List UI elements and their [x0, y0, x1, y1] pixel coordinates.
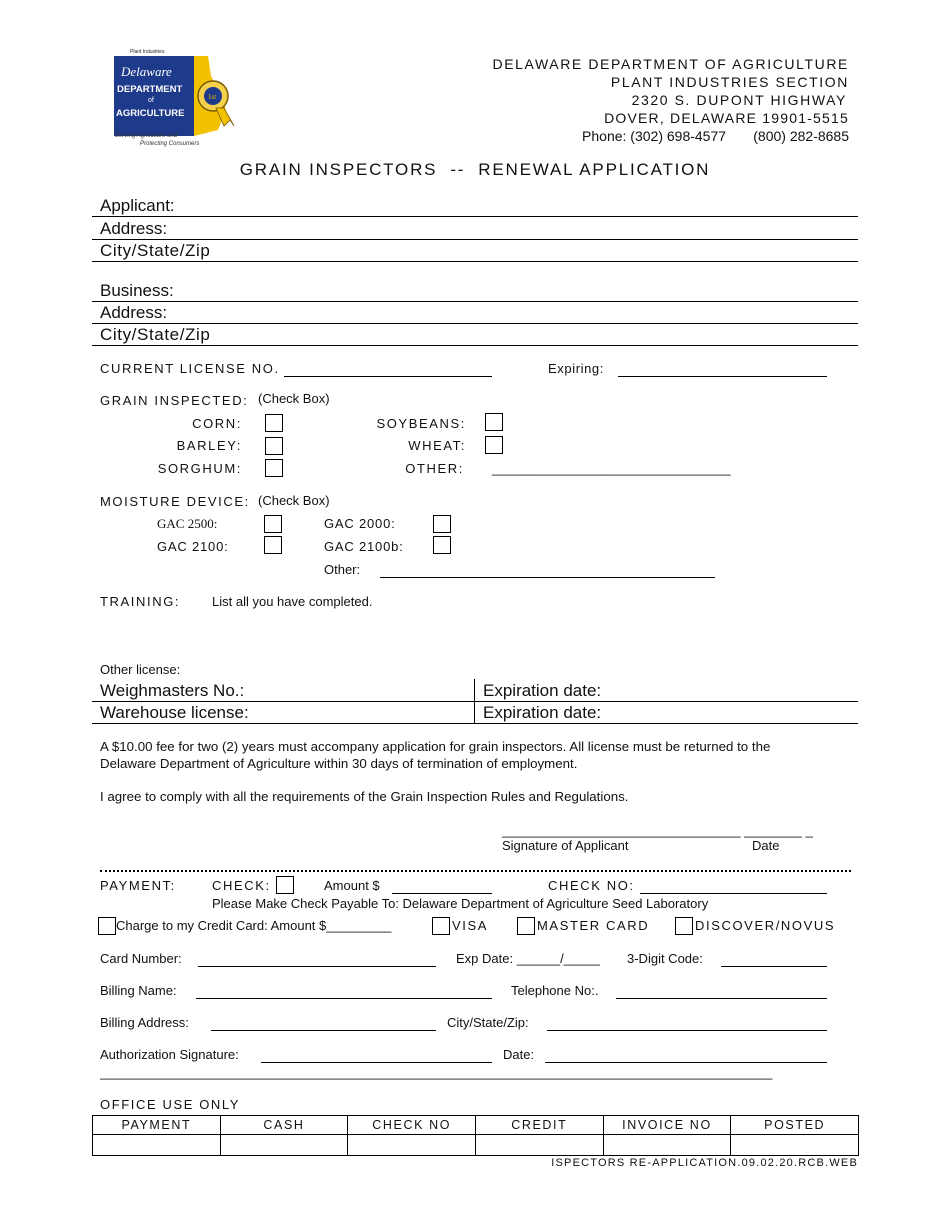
gac2000-label: GAC 2000:	[324, 516, 396, 531]
office-cell[interactable]	[731, 1135, 859, 1156]
logo-badge-text: 1st	[208, 93, 217, 101]
office-use-label: OFFICE USE ONLY	[100, 1097, 241, 1112]
gac2100-label: GAC 2100:	[157, 539, 229, 554]
signature-applicant-label: Signature of Applicant	[502, 838, 629, 853]
soybeans-label: SOYBEANS:	[376, 416, 466, 431]
check-amount-label: Amount $	[324, 878, 380, 893]
weighmasters-line[interactable]	[92, 701, 858, 702]
office-col-cash: CASH	[220, 1116, 348, 1135]
office-table-header-row	[93, 1116, 859, 1135]
fee-notice-line-2: Delaware Department of Agriculture within 30 days of termination of employment.	[100, 756, 578, 771]
current-license-input[interactable]	[284, 376, 492, 377]
weighmasters-label: Weighmasters No.:	[100, 681, 245, 700]
logo-tagline-1: Serving Agriculture and	[115, 133, 178, 139]
grain-inspected-label: GRAIN INSPECTED:	[100, 393, 249, 408]
exp-date-field[interactable]: Exp Date: ______/_____	[456, 951, 600, 966]
auth-date-input[interactable]	[545, 1062, 827, 1063]
office-cell[interactable]	[348, 1135, 476, 1156]
sorghum-checkbox[interactable]	[265, 459, 283, 477]
office-col-invoice-no: INVOICE NO	[603, 1116, 731, 1135]
office-col-posted: POSTED	[731, 1116, 859, 1135]
gac2500-checkbox[interactable]	[264, 515, 282, 533]
office-cell[interactable]	[93, 1135, 221, 1156]
gac2100b-label: GAC 2100b:	[324, 539, 404, 554]
discover-label: DISCOVER/NOVUS	[695, 918, 836, 933]
payable-to-text: Please Make Check Payable To: Delaware Department of Agriculture Seed Laboratory	[212, 896, 709, 911]
wheat-checkbox[interactable]	[485, 436, 503, 454]
applicant-city-line[interactable]	[92, 261, 858, 262]
applicant-address-line[interactable]	[92, 239, 858, 240]
logo-agri-text: AGRICULTURE	[116, 108, 185, 119]
fee-notice-line-1: A $10.00 fee for two (2) years must accompany application for grain inspectors. All license must be returned to the	[100, 739, 771, 754]
credit-card-label: Charge to my Credit Card: Amount $_________	[116, 918, 392, 933]
agreement-text: I agree to comply with all the requirements of the Grain Inspection Rules and Regulations.	[100, 789, 629, 804]
signature-input[interactable]: _________________________________ ________ _	[502, 823, 813, 838]
grain-other-label: OTHER:	[405, 461, 464, 476]
gac2100-checkbox[interactable]	[264, 536, 282, 554]
office-col-credit: CREDIT	[475, 1116, 603, 1135]
applicant-field-line[interactable]	[92, 216, 858, 217]
office-use-table	[92, 1115, 859, 1156]
current-license-label: CURRENT LICENSE NO.	[100, 361, 280, 376]
card-number-label: Card Number:	[100, 951, 182, 966]
business-label: Business:	[100, 281, 174, 300]
wheat-label: WHEAT:	[408, 438, 466, 453]
expiring-input[interactable]	[618, 376, 827, 377]
warehouse-expiration-label: Expiration date:	[483, 703, 602, 722]
org-name: DELAWARE DEPARTMENT OF AGRICULTURE	[492, 56, 849, 72]
auth-signature-label: Authorization Signature:	[100, 1047, 239, 1062]
telephone-label: Telephone No:.	[511, 983, 599, 998]
check-no-input[interactable]	[640, 893, 827, 894]
business-address-line[interactable]	[92, 323, 858, 324]
three-digit-code-input[interactable]	[721, 966, 827, 967]
applicant-label: Applicant:	[100, 196, 175, 215]
warehouse-label: Warehouse license:	[100, 703, 249, 722]
license-column-divider	[474, 679, 475, 724]
logo-top-text: Plant Industries	[130, 49, 165, 55]
check-checkbox[interactable]	[276, 876, 294, 894]
check-label: CHECK:	[212, 878, 271, 893]
logo-state-text: Delaware	[121, 64, 172, 79]
moisture-other-input[interactable]	[380, 577, 715, 578]
form-title: GRAIN INSPECTORS -- RENEWAL APPLICATION	[239, 160, 711, 179]
billing-city-input[interactable]	[547, 1030, 827, 1031]
grain-check-box-note: (Check Box)	[258, 391, 330, 406]
business-address-label: Address:	[100, 303, 168, 322]
gac2500-label: GAC 2500:	[157, 516, 218, 531]
business-city-label: City/State/Zip	[100, 325, 211, 344]
training-label: TRAINING:	[100, 594, 181, 609]
signature-date-label: Date	[752, 838, 780, 853]
corn-label: CORN:	[192, 416, 242, 431]
delaware-agriculture-logo	[108, 46, 248, 150]
discover-checkbox[interactable]	[675, 917, 693, 935]
logo-dept-text: DEPARTMENT	[117, 84, 183, 95]
billing-address-input[interactable]	[211, 1030, 436, 1031]
business-city-line[interactable]	[92, 345, 858, 346]
applicant-address-label: Address:	[100, 219, 168, 238]
check-amount-input[interactable]	[392, 893, 492, 894]
other-license-label: Other license:	[100, 662, 181, 677]
office-cell[interactable]	[603, 1135, 731, 1156]
corn-checkbox[interactable]	[265, 414, 283, 432]
cut-line-divider	[100, 870, 851, 872]
office-cell[interactable]	[475, 1135, 603, 1156]
three-digit-code-label: 3-Digit Code:	[627, 951, 703, 966]
weighmasters-expiration-label: Expiration date:	[483, 681, 602, 700]
moisture-other-label: Other:	[324, 562, 361, 577]
grain-other-input[interactable]: _________________________________	[492, 461, 731, 476]
barley-checkbox[interactable]	[265, 437, 283, 455]
mastercard-label: MASTER CARD	[537, 918, 650, 933]
billing-address-label: Billing Address:	[100, 1015, 189, 1030]
applicant-city-label: City/State/Zip	[100, 241, 211, 260]
credit-card-checkbox[interactable]	[98, 917, 116, 935]
telephone-input[interactable]	[616, 998, 827, 999]
payment-separator: _____________________________________________________________________________________________	[100, 1065, 773, 1080]
warehouse-line[interactable]	[92, 723, 858, 724]
auth-date-label: Date:	[503, 1047, 535, 1062]
street-address: 2320 S. DUPONT HIGHWAY	[631, 92, 847, 108]
office-col-check-no: CHECK NO	[348, 1116, 476, 1135]
office-cell[interactable]	[220, 1135, 348, 1156]
office-col-payment: PAYMENT	[93, 1116, 221, 1135]
office-table-entry-row	[93, 1135, 859, 1156]
visa-label: VISA	[452, 918, 489, 933]
barley-label: BARLEY:	[176, 438, 242, 453]
logo-of-text: of	[148, 97, 154, 104]
auth-signature-input[interactable]	[261, 1062, 492, 1063]
billing-name-input[interactable]	[196, 998, 492, 999]
logo-tagline-2: Protecting Consumers	[140, 141, 200, 147]
check-no-label: CHECK NO:	[548, 878, 635, 893]
expiring-label: Expiring:	[548, 361, 604, 376]
billing-name-label: Billing Name:	[100, 983, 177, 998]
phone-numbers: Phone: (302) 698-4577 (800) 282-8685	[582, 128, 849, 144]
moisture-check-box-note: (Check Box)	[258, 493, 330, 508]
card-number-input[interactable]	[198, 966, 436, 967]
form-id-footer: ISPECTORS RE-APPLICATION.09.02.20.RCB.WEB	[551, 1157, 858, 1169]
billing-city-label: City/State/Zip:	[447, 1015, 529, 1030]
training-instructions: List all you have completed.	[212, 594, 373, 609]
payment-label: PAYMENT:	[100, 878, 176, 893]
soybeans-checkbox[interactable]	[485, 413, 503, 431]
moisture-device-label: MOISTURE DEVICE:	[100, 494, 250, 509]
business-field-line[interactable]	[92, 301, 858, 302]
gac2100b-checkbox[interactable]	[433, 536, 451, 554]
visa-checkbox[interactable]	[432, 917, 450, 935]
sorghum-label: SORGHUM:	[157, 461, 242, 476]
gac2000-checkbox[interactable]	[433, 515, 451, 533]
section-name: PLANT INDUSTRIES SECTION	[610, 74, 849, 90]
city-address: DOVER, DELAWARE 19901-5515	[604, 110, 849, 126]
mastercard-checkbox[interactable]	[517, 917, 535, 935]
